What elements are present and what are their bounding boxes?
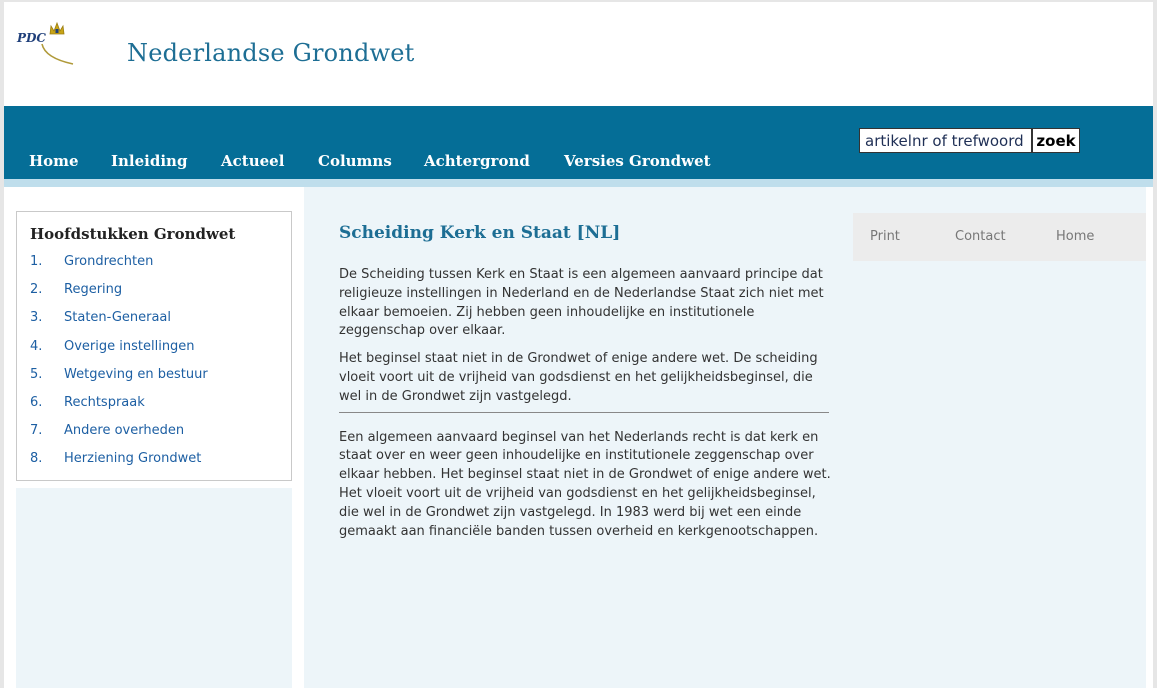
article-paragraph: Een algemeen aanvaard beginsel van het Nederlands recht is dat kerk en staat over en weer geen inhoudelijke en institutionele zeggenschap over elkaar hebben. Het beginsel staat niet in de Grondwet of enige andere wet. Het vloeit voort uit de vrijheid van godsdienst en het gelijkheidsbeginsel, die wel in de Grondwet zijn vastgelegd. In 1983 werd bij wet een einde gemaakt aan financiële banden tussen overheid en kerkgenootschappen. <box>339 429 831 539</box>
chapter-number: 7. <box>30 423 43 439</box>
chapter-link-wetgeving-en-bestuur[interactable] <box>30 367 280 395</box>
chapter-label: Overige instellingen <box>64 338 195 354</box>
chapter-number: 4. <box>30 338 43 354</box>
site-header <box>4 2 1153 106</box>
chapter-link-staten-generaal[interactable] <box>30 310 280 338</box>
main-nav <box>4 106 1153 179</box>
article-title: Scheiding Kerk en Staat [NL] <box>339 223 621 243</box>
chapter-label: Herziening Grondwet <box>64 451 202 467</box>
chapter-link-rechtspraak[interactable] <box>30 395 280 423</box>
chapter-list <box>30 254 280 480</box>
chapter-number: 3. <box>30 310 43 326</box>
nav-inleiding[interactable]: Inleiding <box>111 152 188 170</box>
sidebar-title: Hoofdstukken Grondwet <box>30 225 236 243</box>
chapter-number: 5. <box>30 366 43 382</box>
chapter-link-regering[interactable] <box>30 282 280 310</box>
logo-text: PDC <box>17 31 46 45</box>
chapters-sidebar <box>16 211 292 481</box>
chapter-label: Staten-Generaal <box>64 310 172 326</box>
chapter-link-overige-instellingen[interactable] <box>30 339 280 367</box>
pdc-logo[interactable] <box>15 20 77 68</box>
search-input[interactable] <box>859 128 1032 153</box>
article <box>339 223 831 541</box>
article-paragraph: De Scheiding tussen Kerk en Staat is een algemeen aanvaard principe dat religieuze instellingen in Nederland en de Nederlandse Staat zich niet met elkaar bemoeien. Zij hebben geen inhoudelijke en institutionele zeggenschap over elkaar. <box>339 267 824 339</box>
chapter-link-andere-overheden[interactable] <box>30 423 280 451</box>
article-paragraph: Het beginsel staat niet in de Grondwet of enige andere wet. De scheiding vloeit voort uit de vrijheid van godsdienst en het gelijkheidsbeginsel, die wel in de Grondwet zijn vastgelegd. <box>339 351 818 404</box>
nav-home[interactable]: Home <box>29 152 79 170</box>
chapter-number: 2. <box>30 282 43 298</box>
chapter-link-grondrechten[interactable] <box>30 254 280 282</box>
chapter-label: Rechtspraak <box>64 394 145 410</box>
home-link[interactable]: Home <box>1056 229 1095 244</box>
sidebar-lower-bg <box>16 488 292 688</box>
crown-icon <box>15 20 77 68</box>
nav-underline-strip <box>4 179 1153 187</box>
article-divider <box>339 412 829 413</box>
print-link[interactable]: Print <box>870 229 900 244</box>
search-button[interactable]: zoek <box>1032 128 1080 153</box>
chapter-label: Wetgeving en bestuur <box>64 366 208 382</box>
chapter-number: 6. <box>30 394 43 410</box>
chapter-label: Andere overheden <box>64 423 185 439</box>
nav-achtergrond[interactable]: Achtergrond <box>424 152 530 170</box>
utility-bar <box>853 213 1146 261</box>
chapter-link-herziening-grondwet[interactable] <box>30 451 280 479</box>
chapter-label: Grondrechten <box>64 254 154 269</box>
chapter-number: 1. <box>30 254 43 269</box>
contact-link[interactable]: Contact <box>955 229 1006 244</box>
chapter-label: Regering <box>64 282 123 298</box>
nav-actueel[interactable]: Actueel <box>221 152 285 170</box>
nav-versies-grondwet[interactable]: Versies Grondwet <box>564 152 711 170</box>
nav-columns[interactable]: Columns <box>318 152 392 170</box>
site-title[interactable]: Nederlandse Grondwet <box>127 39 415 67</box>
chapter-number: 8. <box>30 451 43 467</box>
